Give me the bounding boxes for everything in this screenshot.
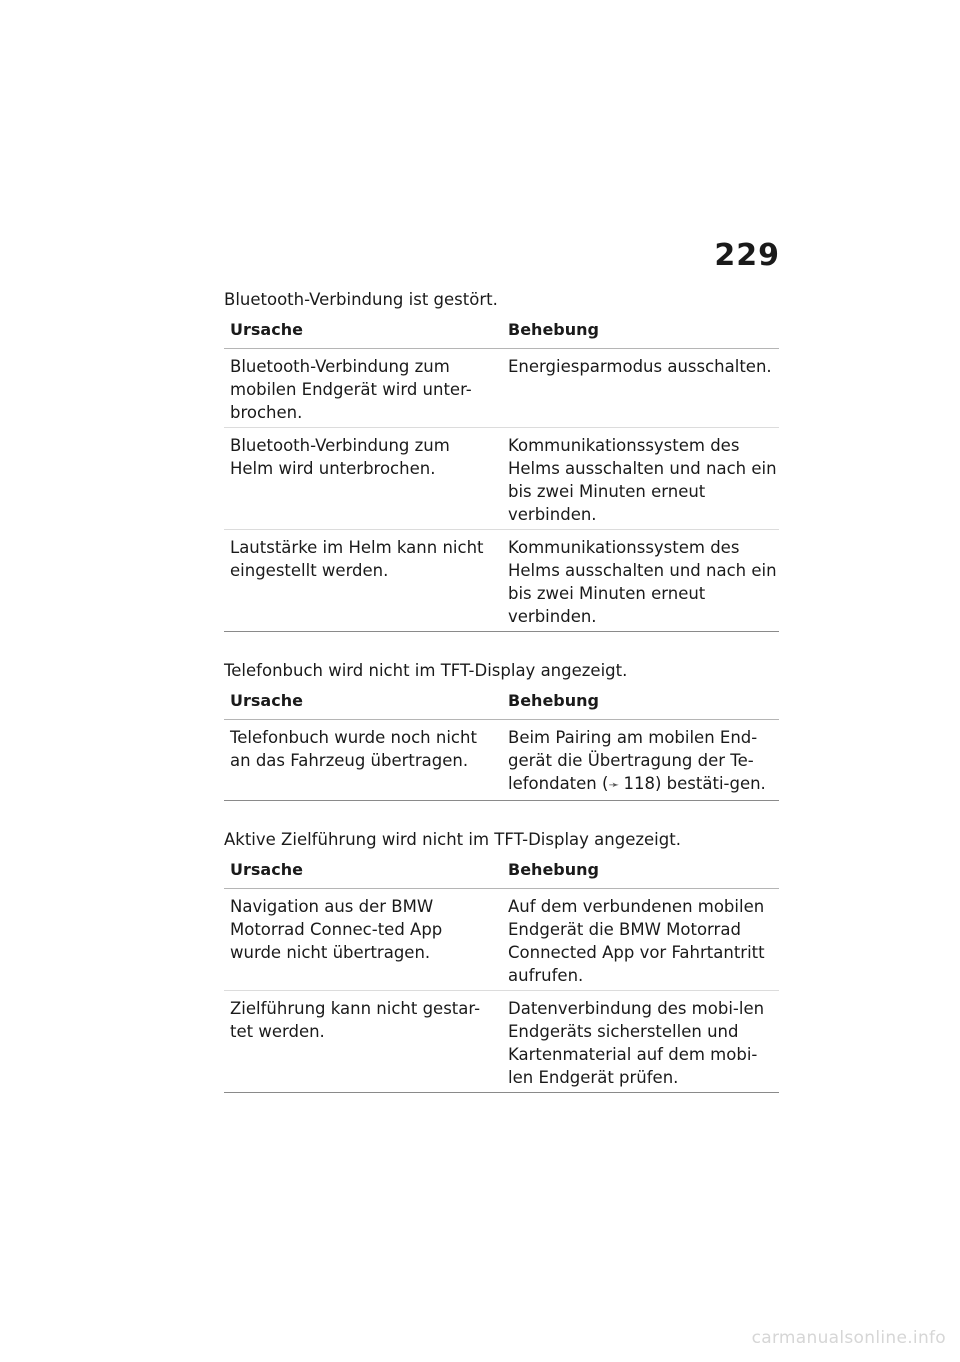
- troubleshooting-table: [224, 684, 779, 801]
- section-title: Bluetooth-Verbindung ist gestört.: [224, 290, 498, 309]
- remedy-text: ) bestäti-gen.: [654, 774, 766, 793]
- header-remedy: Behebung: [502, 853, 779, 889]
- remedy-cell: [502, 720, 779, 801]
- troubleshooting-table: [224, 313, 779, 632]
- section-title: Telefonbuch wird nicht im TFT-Display angezeigt.: [224, 661, 628, 680]
- cause-cell: Navigation aus der BMW Motorrad Connec-ted App wurde nicht übertragen.: [224, 889, 502, 991]
- cause-cell: Zielführung kann nicht gestar-tet werden.: [224, 991, 502, 1093]
- header-cause: Ursache: [224, 684, 502, 720]
- table-row: [224, 349, 779, 428]
- remedy-cell: Datenverbindung des mobi-len Endgeräts sicherstellen und Kartenmaterial auf dem mobi-len Endgerät prüfen.: [502, 991, 779, 1093]
- remedy-cell: Kommunikationssystem des Helms ausschalten und nach ein bis zwei Minuten erneut verbinden.: [502, 530, 779, 632]
- remedy-cell: Auf dem verbundenen mobilen Endgerät die BMW Motorrad Connected App vor Fahrtantritt aufrufen.: [502, 889, 779, 991]
- page-reference-arrow-icon: ➛: [608, 778, 624, 793]
- remedy-text: Beim Pairing am mobilen End-gerät die Übertragung der Te-lefondaten (: [508, 728, 758, 793]
- troubleshooting-section-phonebook: [224, 659, 779, 801]
- table-header-row: [224, 313, 779, 349]
- table-row: [224, 530, 779, 632]
- cause-cell: Bluetooth-Verbindung zum mobilen Endgerät wird unter-brochen.: [224, 349, 502, 428]
- troubleshooting-section-bluetooth: [224, 288, 779, 632]
- header-remedy: Behebung: [502, 684, 779, 720]
- page-reference-link[interactable]: 118: [623, 774, 655, 793]
- section-title: Aktive Zielführung wird nicht im TFT-Display angezeigt.: [224, 830, 681, 849]
- table-row: [224, 991, 779, 1093]
- troubleshooting-section-navigation: [224, 828, 779, 1093]
- watermark: carmanualsonline.info: [751, 1328, 946, 1348]
- table-header-row: [224, 853, 779, 889]
- header-remedy: Behebung: [502, 313, 779, 349]
- troubleshooting-table: [224, 853, 779, 1093]
- remedy-cell: Energiesparmodus ausschalten.: [502, 349, 779, 428]
- header-cause: Ursache: [224, 853, 502, 889]
- table-row: [224, 889, 779, 991]
- page-number: 229: [714, 238, 780, 273]
- page-content: [224, 288, 779, 1120]
- remedy-cell: Kommunikationssystem des Helms ausschalten und nach ein bis zwei Minuten erneut verbinden.: [502, 428, 779, 530]
- table-row: [224, 428, 779, 530]
- table-row: [224, 720, 779, 801]
- header-cause: Ursache: [224, 313, 502, 349]
- table-header-row: [224, 684, 779, 720]
- cause-cell: Lautstärke im Helm kann nicht eingestellt werden.: [224, 530, 502, 632]
- cause-cell: Telefonbuch wurde noch nicht an das Fahrzeug übertragen.: [224, 720, 502, 801]
- cause-cell: Bluetooth-Verbindung zum Helm wird unterbrochen.: [224, 428, 502, 530]
